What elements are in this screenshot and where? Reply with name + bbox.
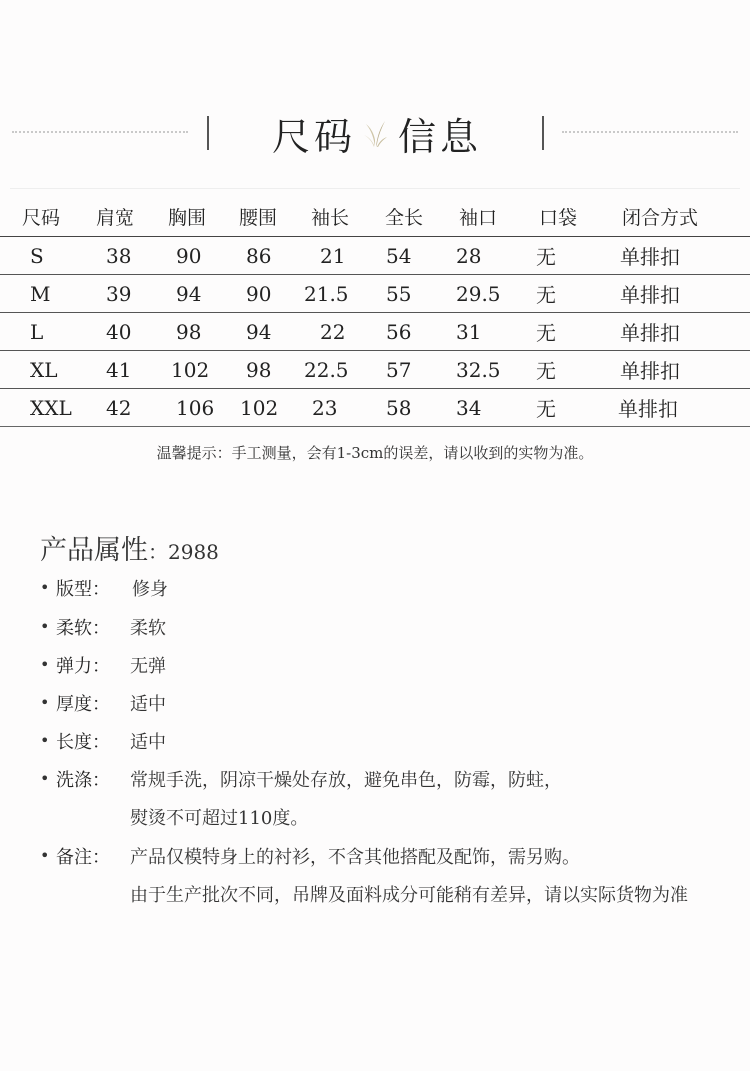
cell-size: XL: [30, 357, 58, 382]
size-table: [0, 196, 750, 427]
col-header-cuff: 袖口: [459, 206, 498, 229]
col-header-pocket: 口袋: [539, 206, 578, 229]
cell-shoulder: 42: [106, 395, 132, 420]
col-header-sleeve-length: 袖长: [311, 206, 350, 229]
vertical-bar-left: [207, 116, 209, 150]
cell-full-length: 58: [386, 395, 412, 420]
attribute-value: 适中: [130, 732, 166, 753]
dotted-divider-right: [562, 131, 738, 133]
cell-cuff: 32.5: [456, 357, 501, 382]
cell-pocket: 无: [536, 283, 556, 307]
cell-closure: 单排扣: [620, 359, 680, 383]
cell-shoulder: 39: [106, 281, 132, 306]
attribute-value: 柔软: [130, 618, 166, 639]
cell-shoulder: 38: [106, 243, 132, 268]
attribute-value: 常规手洗，阴凉干燥处存放，避免串色，防霉，防蛀，: [130, 770, 562, 791]
table-row: [0, 275, 750, 313]
leaf-icon: [362, 118, 388, 148]
attribute-value-line2: 由于生产批次不同，吊牌及面料成分可能稍有差异，请以实际货物为准: [130, 885, 688, 906]
attribute-label: 弹力：: [56, 656, 110, 677]
cell-pocket: 无: [536, 397, 556, 421]
cell-sleeve-length: 22: [320, 319, 346, 344]
cell-cuff: 31: [456, 319, 482, 344]
cell-full-length: 54: [386, 243, 412, 268]
bullet-dot-icon: •: [40, 617, 50, 636]
product-attributes-title: [40, 528, 219, 567]
cell-chest: 90: [176, 243, 202, 268]
attribute-value: 无弹: [130, 656, 166, 677]
col-header-shoulder: 肩宽: [96, 206, 135, 229]
cell-waist: 90: [246, 281, 272, 306]
cell-shoulder: 41: [106, 357, 132, 382]
attribute-label: 厚度：: [56, 694, 110, 715]
col-header-size: 尺码: [22, 206, 61, 229]
cell-size: M: [30, 281, 51, 306]
cell-waist: 86: [246, 243, 272, 268]
col-header-closure: 闭合方式: [622, 206, 699, 229]
cell-chest: 102: [171, 357, 210, 382]
attribute-value: 修身: [132, 579, 168, 600]
cell-shoulder: 40: [106, 319, 132, 344]
attribute-label: 长度：: [56, 732, 110, 753]
cell-pocket: 无: [536, 245, 556, 269]
cell-chest: 106: [176, 395, 215, 420]
product-code: ：2988: [148, 540, 219, 564]
cell-waist: 98: [246, 357, 272, 382]
cell-pocket: 无: [536, 359, 556, 383]
measurement-tip: 温馨提示：手工测量，会有1-3cm的误差，请以收到的实物为准。: [156, 444, 594, 462]
title-part-size: 尺码: [272, 115, 357, 159]
cell-full-length: 57: [386, 357, 412, 382]
attributes-heading: 产品属性: [40, 535, 148, 566]
bullet-dot-icon: •: [40, 769, 50, 788]
cell-chest: 94: [176, 281, 202, 306]
cell-full-length: 56: [386, 319, 412, 344]
attribute-label: 版型：: [56, 579, 110, 600]
cell-sleeve-length: 22.5: [304, 357, 349, 382]
bullet-dot-icon: •: [40, 846, 50, 865]
table-top-rule: [10, 188, 740, 189]
cell-chest: 98: [176, 319, 202, 344]
attribute-value: 适中: [130, 694, 166, 715]
cell-size: S: [30, 243, 44, 268]
attribute-value: 产品仅模特身上的衬衫，不含其他搭配及配饰，需另购。: [130, 847, 580, 868]
attribute-label: 柔软：: [56, 618, 110, 639]
cell-sleeve-length: 21.5: [304, 281, 349, 306]
table-row: [0, 351, 750, 389]
bullet-dot-icon: •: [40, 693, 50, 712]
cell-pocket: 无: [536, 321, 556, 345]
bullet-dot-icon: •: [40, 731, 50, 750]
col-header-full-length: 全长: [385, 206, 424, 229]
col-header-chest: 胸围: [168, 206, 207, 229]
cell-size: XXL: [30, 395, 72, 420]
col-header-waist: 腰围: [239, 206, 278, 229]
vertical-bar-right: [542, 116, 544, 150]
cell-sleeve-length: 21: [320, 243, 346, 268]
cell-closure: 单排扣: [620, 321, 680, 345]
dotted-divider-left: [12, 131, 188, 133]
title-part-info: 信息: [398, 115, 483, 159]
attribute-label: 洗涤：: [56, 770, 110, 791]
cell-size: L: [30, 319, 44, 344]
size-info-header: [0, 100, 750, 170]
cell-cuff: 28: [456, 243, 482, 268]
table-row: [0, 237, 750, 275]
bullet-dot-icon: •: [40, 578, 50, 597]
cell-sleeve-length: 23: [312, 395, 338, 420]
cell-cuff: 29.5: [456, 281, 501, 306]
bullet-dot-icon: •: [40, 655, 50, 674]
cell-waist: 102: [240, 395, 279, 420]
attribute-label: 备注：: [56, 847, 110, 868]
size-table-header: [0, 196, 750, 237]
attribute-value-line2: 熨烫不可超过110度。: [130, 808, 309, 829]
table-row: [0, 389, 750, 427]
cell-closure: 单排扣: [620, 245, 680, 269]
cell-closure: 单排扣: [620, 283, 680, 307]
cell-cuff: 34: [456, 395, 482, 420]
table-row: [0, 313, 750, 351]
cell-waist: 94: [246, 319, 272, 344]
cell-closure: 单排扣: [618, 397, 678, 421]
cell-full-length: 55: [386, 281, 412, 306]
